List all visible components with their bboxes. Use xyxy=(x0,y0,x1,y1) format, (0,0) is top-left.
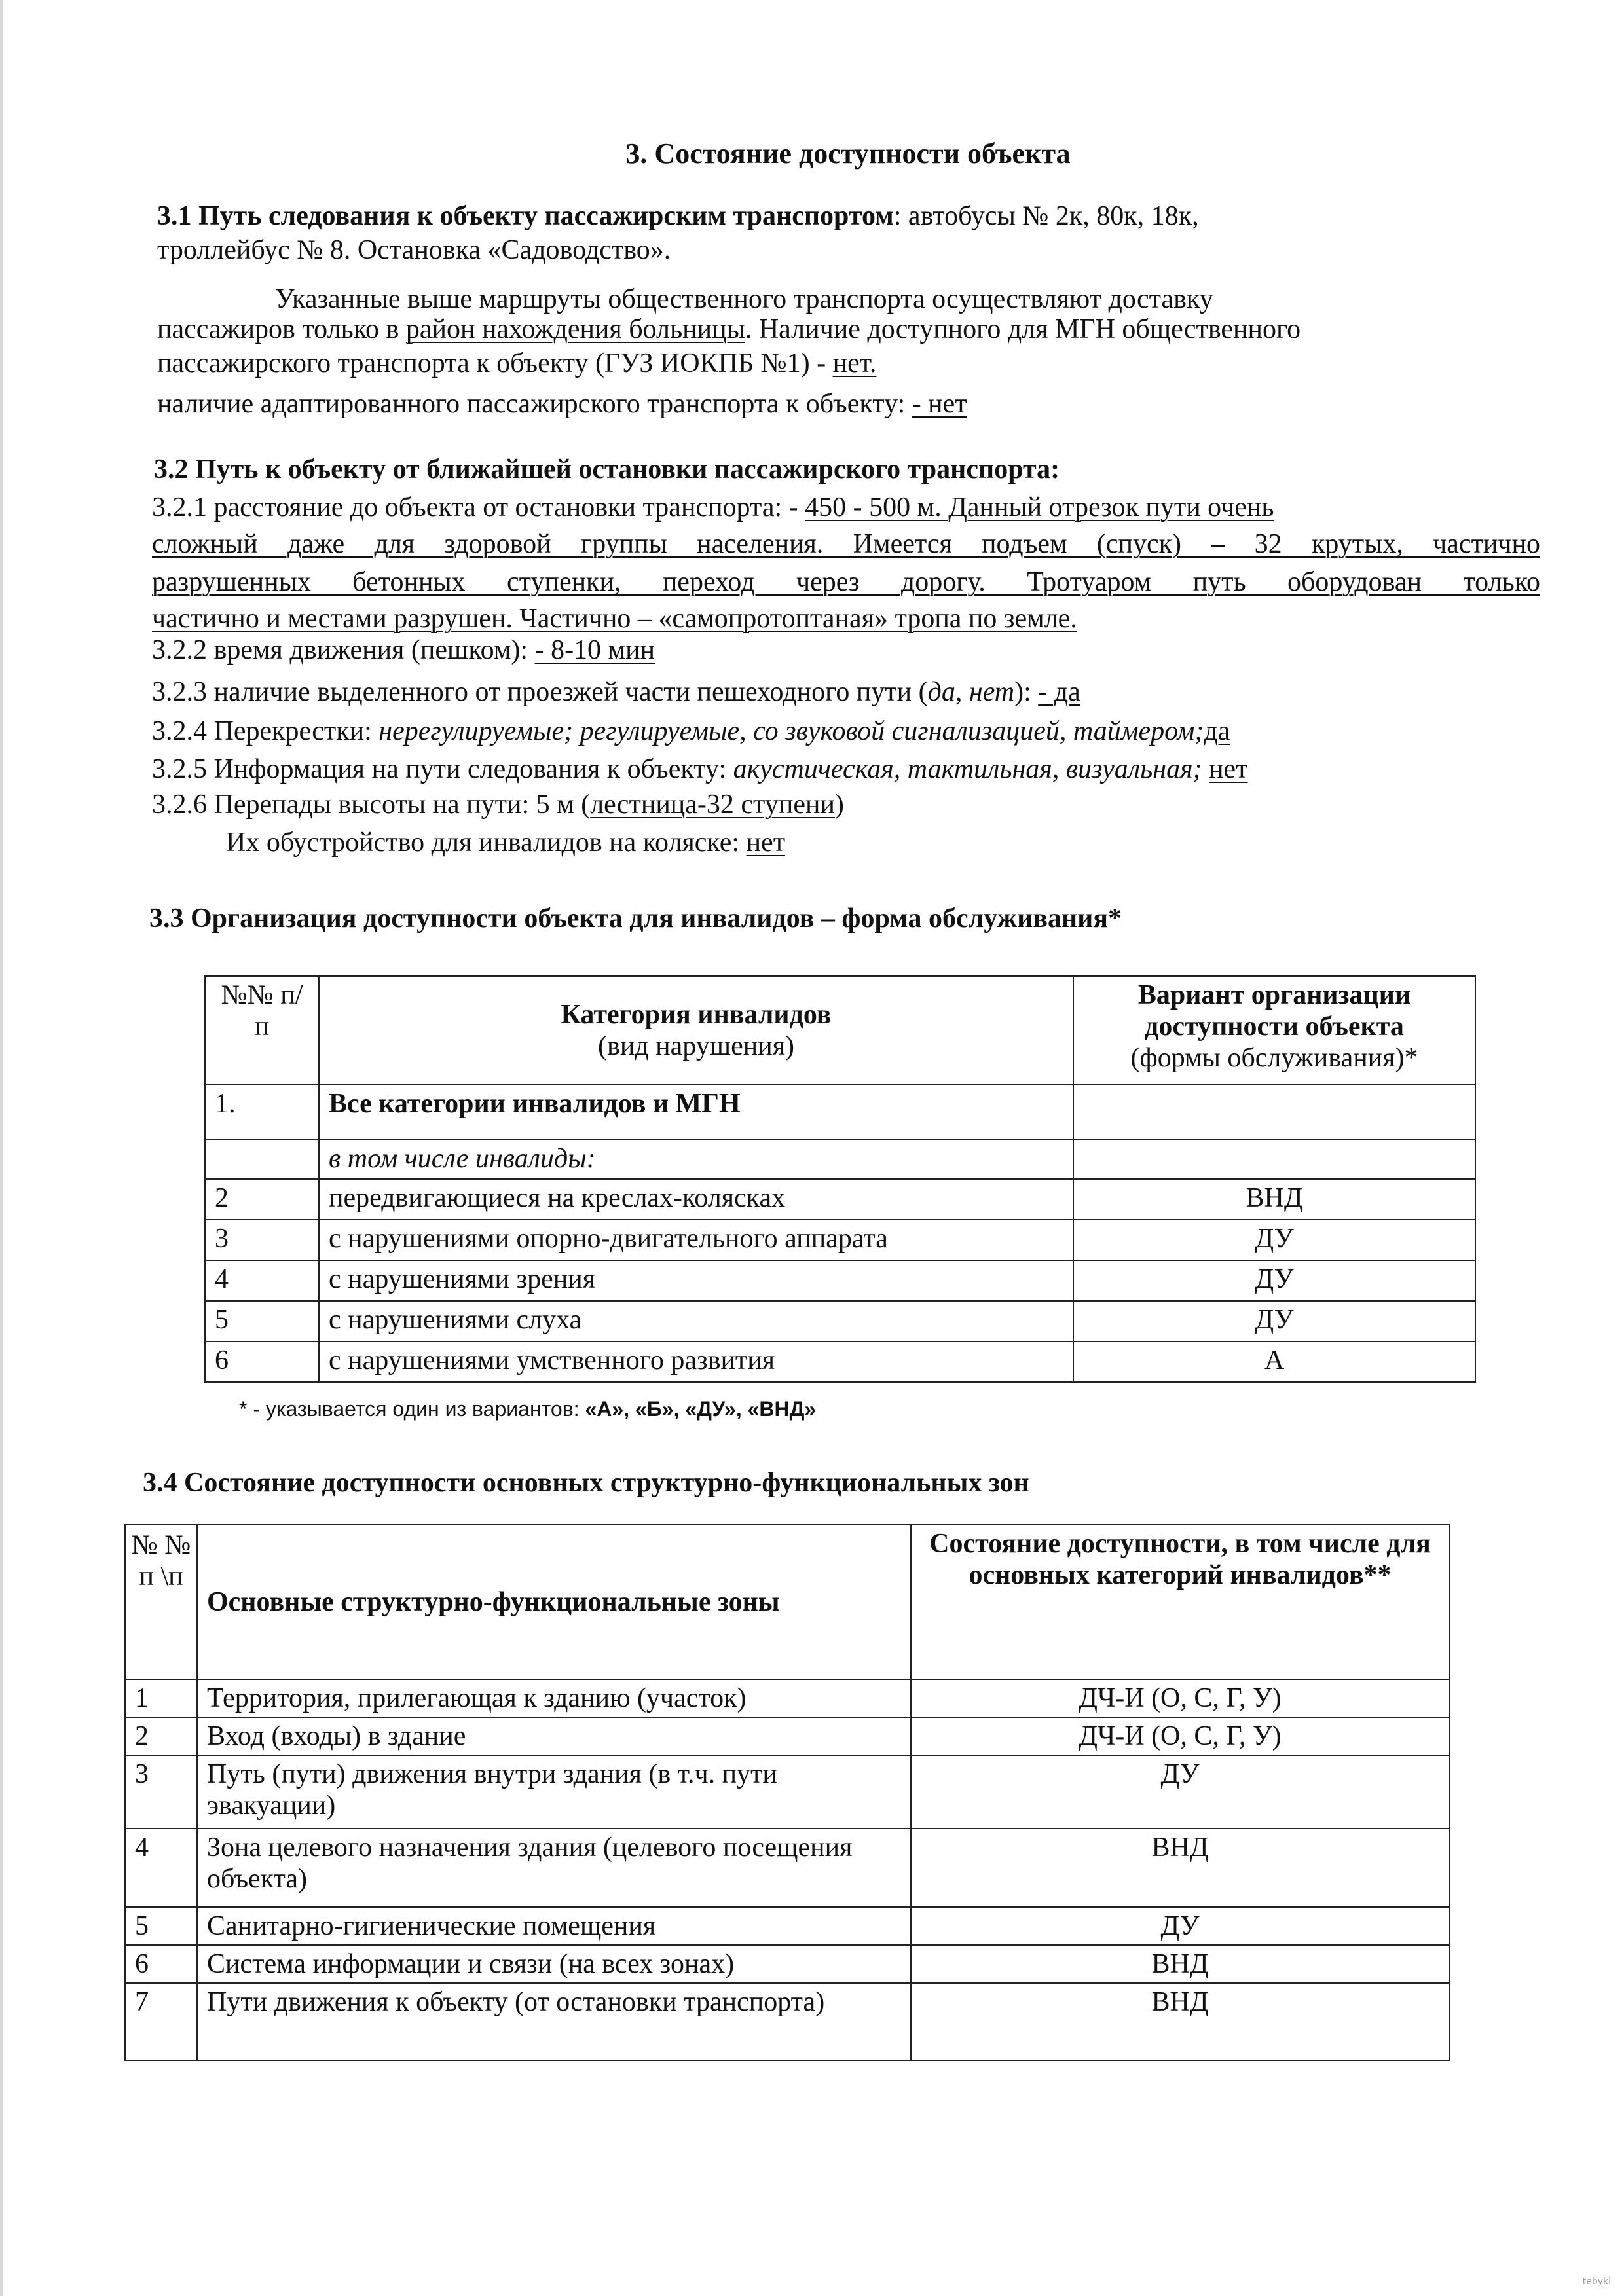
table-row xyxy=(125,1829,1449,1907)
footnote-text: * - указывается один из вариантов: xyxy=(239,1397,585,1421)
row-state: ДУ xyxy=(911,1907,1449,1945)
italic-text: да, нет xyxy=(927,677,1015,707)
row-value xyxy=(1073,1085,1475,1140)
row-number: 1 xyxy=(125,1679,197,1717)
section-3-1-line-5 xyxy=(157,347,876,380)
underlined-text: - да xyxy=(1038,677,1080,707)
table-row xyxy=(205,1301,1475,1341)
table-row xyxy=(205,1140,1475,1179)
row-zone: Санитарно-гигиенические помещения xyxy=(197,1907,911,1945)
row-number: 2 xyxy=(205,1179,319,1220)
row-state: ВНД xyxy=(911,1945,1449,1983)
scan-edge xyxy=(0,0,3,2296)
row-value: ВНД xyxy=(1073,1179,1475,1220)
row-value: ДУ xyxy=(1073,1260,1475,1301)
header-number: № № п \п xyxy=(125,1525,197,1679)
table-row xyxy=(125,1983,1449,2060)
row-zone: Зона целевого назначения здания (целевого посещения объекта) xyxy=(197,1829,911,1907)
header-variant-title: Вариант организации доступности объекта xyxy=(1137,980,1411,1042)
text: 3.2.2 время движения (пешком): xyxy=(152,635,535,665)
text: ) xyxy=(834,790,844,820)
underlined-text: 450 - 500 м. Данный отрезок пути очень xyxy=(805,492,1274,522)
section-3-1-line-6 xyxy=(157,388,967,420)
row-zone: Система информации и связи (на всех зонах) xyxy=(197,1945,911,1983)
header-category xyxy=(319,976,1073,1085)
row-number: 5 xyxy=(125,1907,197,1945)
section-3-1-line-1 xyxy=(157,200,1199,232)
text: пассажиров только в xyxy=(157,314,406,344)
section-3-1-text: : автобусы № 2к, 80к, 18к, xyxy=(893,201,1199,231)
table-row xyxy=(125,1945,1449,1983)
row-zone: Пути движения к объекту (от остановки транспорта) xyxy=(197,1983,911,2060)
row-zone: Путь (пути) движения внутри здания (в т.ч. пути эвакуации) xyxy=(197,1755,911,1829)
footnote xyxy=(239,1397,816,1421)
text: 3.2.4 Перекрестки: xyxy=(152,716,379,746)
text: наличие адаптированного пассажирского транспорта к объекту: xyxy=(157,389,912,419)
row-category: с нарушениями зрения xyxy=(319,1260,1073,1301)
row-zone: Территория, прилегающая к зданию (участок) xyxy=(197,1679,911,1717)
section-3-2-heading: 3.2 Путь к объекту от ближайшей остановки пассажирского транспорта: xyxy=(154,454,1060,484)
row-number: 7 xyxy=(125,1983,197,2060)
underlined-text: нет. xyxy=(832,348,877,378)
underlined-text: - 8-10 мин xyxy=(534,635,655,665)
section-3-1-line-3: Указанные выше маршруты общественного транспорта осуществляют доставку xyxy=(275,284,1213,314)
table-row xyxy=(205,1220,1475,1260)
italic-text: нерегулируемые; регулируемые, со звуковой сигнализацией, таймером; xyxy=(378,716,1204,746)
row-category: с нарушениями умственного развития xyxy=(319,1341,1073,1382)
header-variant-sub: (формы обслуживания)* xyxy=(1130,1043,1418,1073)
footnote-variants: «А», «Б», «ДУ», «ВНД» xyxy=(585,1397,817,1421)
underlined-text: - нет xyxy=(912,389,967,419)
page-title: 3. Состояние доступности объекта xyxy=(625,137,1071,170)
underlined-text: нет xyxy=(746,828,786,858)
text: 3.2.5 Информация на пути следования к объекту: xyxy=(152,754,733,784)
header-number: №№ п/п xyxy=(205,976,319,1085)
underlined-text: лестница-32 ступени xyxy=(590,790,835,820)
section-3-1-line-4 xyxy=(157,313,1301,346)
row-number: 3 xyxy=(205,1220,319,1260)
row-number: 4 xyxy=(125,1829,197,1907)
row-number: 6 xyxy=(205,1341,319,1382)
table-row xyxy=(205,1341,1475,1382)
table-row xyxy=(125,1679,1449,1717)
row-value: ДУ xyxy=(1073,1220,1475,1260)
disability-forms-table xyxy=(204,975,1476,1383)
row-category: Все категории инвалидов и МГН xyxy=(319,1085,1073,1140)
row-number: 6 xyxy=(125,1945,197,1983)
table-header-row xyxy=(125,1525,1449,1679)
row-value xyxy=(1073,1140,1475,1179)
table-row xyxy=(125,1907,1449,1945)
row-number: 4 xyxy=(205,1260,319,1301)
row-state: ДЧ-И (О, С, Г, У) xyxy=(911,1717,1449,1755)
row-category: передвигающиеся на креслах-колясках xyxy=(319,1179,1073,1220)
header-zone: Основные структурно-функциональные зоны xyxy=(197,1525,911,1679)
underlined-text: да xyxy=(1204,716,1230,746)
row-number: 2 xyxy=(125,1717,197,1755)
text: . Наличие доступного для МГН общественного xyxy=(745,314,1301,344)
text: ): xyxy=(1014,677,1039,707)
row-state: ВНД xyxy=(911,1829,1449,1907)
section-3-2-6 xyxy=(152,788,844,821)
row-category: с нарушениями слуха xyxy=(319,1301,1073,1341)
section-3-2-1-cont-3: частично и местами разрушен. Частично – «самопротоптаная» тропа по земле. xyxy=(152,604,1077,634)
zones-table xyxy=(124,1524,1450,2061)
table-row xyxy=(125,1755,1449,1829)
row-state: ДУ xyxy=(911,1755,1449,1829)
text: 3.2.6 Перепады высоты на пути: 5 м ( xyxy=(152,790,591,820)
row-number xyxy=(205,1140,319,1179)
text: Их обустройство для инвалидов на коляске: xyxy=(226,828,747,858)
section-3-2-1-cont-2: разрушенных бетонных ступенки, переход через дорогу. Тротуаром путь оборудован только xyxy=(152,567,1540,597)
text: пассажирского транспорта к объекту (ГУЗ ИОКПБ №1) - xyxy=(157,348,833,378)
section-3-2-5 xyxy=(152,753,1248,786)
section-3-2-2 xyxy=(152,634,655,666)
section-3-2-3 xyxy=(152,676,1080,708)
underlined-text: район нахождения больницы xyxy=(405,314,745,344)
section-3-2-6-cont xyxy=(226,826,785,859)
row-number: 3 xyxy=(125,1755,197,1829)
table-row xyxy=(205,1260,1475,1301)
text: 3.2.1 расстояние до объекта от остановки транспорта: - xyxy=(152,492,805,522)
table-row xyxy=(205,1085,1475,1140)
section-3-2-4 xyxy=(152,715,1230,748)
row-value: А xyxy=(1073,1341,1475,1382)
header-variant xyxy=(1073,976,1475,1085)
table-row xyxy=(205,1179,1475,1220)
row-number: 5 xyxy=(205,1301,319,1341)
section-3-1-heading: 3.1 Путь следования к объекту пассажирским транспортом xyxy=(157,201,894,231)
underlined-text: нет xyxy=(1209,754,1248,784)
table-row xyxy=(125,1717,1449,1755)
section-3-2-1 xyxy=(152,491,1274,524)
row-category: с нарушениями опорно-двигательного аппарата xyxy=(319,1220,1073,1260)
table-header-row xyxy=(205,976,1475,1085)
italic-text: акустическая, тактильная, визуальная; xyxy=(733,754,1202,784)
header-category-sub: (вид нарушения) xyxy=(598,1031,794,1061)
header-category-title: Категория инвалидов xyxy=(561,1000,832,1030)
section-3-2-1-cont-1: сложный даже для здоровой группы населения. Имеется подъем (спуск) – 32 крутых, частично xyxy=(152,529,1540,559)
section-3-3-heading: 3.3 Организация доступности объекта для инвалидов – форма обслуживания* xyxy=(149,903,1122,934)
section-3-1-line-2: троллейбус № 8. Остановка «Садоводство». xyxy=(157,235,671,265)
section-3-4-heading: 3.4 Состояние доступности основных структурно-функциональных зон xyxy=(143,1468,1029,1498)
text: 3.2.3 наличие выделенного от проезжей части пешеходного пути ( xyxy=(152,677,928,707)
row-number: 1. xyxy=(205,1085,319,1140)
row-value: ДУ xyxy=(1073,1301,1475,1341)
header-state: Состояние доступности, в том числе для основных категорий инвалидов** xyxy=(911,1525,1449,1679)
row-state: ВНД xyxy=(911,1983,1449,2060)
watermark: tebyki xyxy=(1582,2276,1611,2287)
row-zone: Вход (входы) в здание xyxy=(197,1717,911,1755)
row-subheading: в том числе инвалиды: xyxy=(319,1140,1073,1179)
row-state: ДЧ-И (О, С, Г, У) xyxy=(911,1679,1449,1717)
